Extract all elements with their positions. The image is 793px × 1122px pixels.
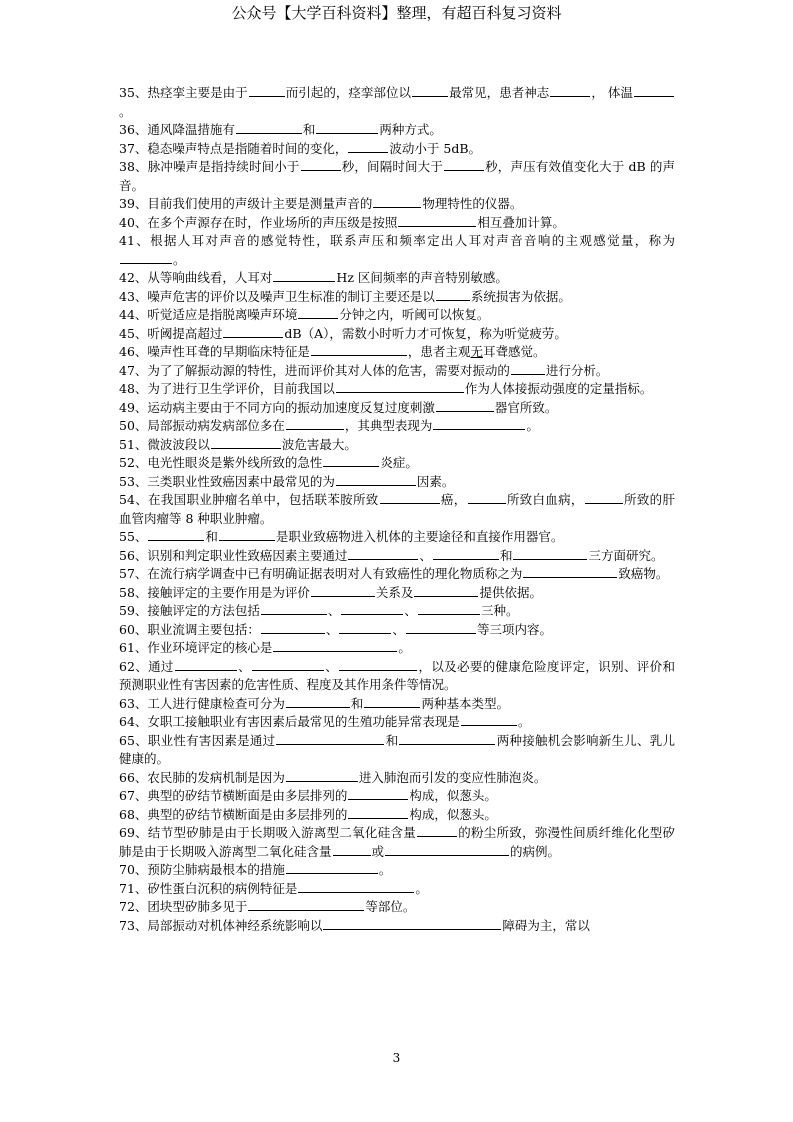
question-text: 70、预防尘肺病最根本的措施 [119,862,285,877]
page-header: 公众号【大学百科资料】整理，有超百科复习资料 [231,4,562,22]
answer-blank [550,84,590,97]
question-text: 57、在流行病学调查中已有明确证据表明对人有致癌性的理化物质称之为 [119,566,523,581]
answer-blank [311,343,407,356]
answer-blank [261,621,325,634]
answer-blank [286,861,378,874]
question-text: ，以及必要的健康危险度评定，识别、评价和预测职业性有害因素的危害性质、程度及其作用条件等情况。 [119,658,675,692]
question-41 [119,232,675,269]
question-62 [119,658,675,695]
question-text: 物理特性的仪器。 [422,196,523,211]
question-67 [119,787,675,806]
answer-blank [316,121,378,134]
question-56 [119,547,675,566]
question-text: 43、噪声危害的评价以及噪声卫生标准的制订主要还是以 [119,288,435,304]
question-text: 而引起的，痉挛部位以 [285,85,412,100]
answer-blank [298,306,338,319]
answer-blank [373,195,421,208]
question-text: 54、在我国职业肿瘤名单中，包括联苯胺所致 [119,492,379,507]
question-text: 、 [419,547,432,563]
question-text: 和 [350,695,364,711]
answer-blank [634,84,674,97]
question-text: 69、结节型矽肺是由于长期吸入游离型二氧化硅含量 [119,825,416,840]
question-text: 44、听觉适应是指脱离噪声环境 [119,307,298,322]
answer-blank [336,380,464,393]
question-72 [119,898,675,917]
question-40 [119,214,675,233]
question-59 [119,602,675,621]
question-text: 49、运动病主要由于不同方向的振动加速度反复过度刺激 [119,399,435,415]
question-text: 。 [378,862,392,877]
question-38 [119,158,675,195]
question-54 [119,491,675,528]
answer-blank [364,695,420,708]
question-text: ，其典型表现为 [344,418,433,433]
question-text: 的病例。 [510,843,561,859]
question-58 [119,584,675,603]
question-text: 提供依据。 [479,584,542,600]
answer-blank [286,695,350,708]
question-text: 波危害最大。 [281,436,357,452]
question-52 [119,454,675,473]
answer-blank [348,787,408,800]
question-48 [119,380,675,399]
question-66 [119,769,675,788]
question-39 [119,195,675,214]
question-text: 最常见，患者神志 [449,85,550,100]
answer-blank [433,417,525,430]
question-text: 所致的肝血管肉瘤等 8 种职业肿瘤。 [119,492,675,526]
answer-blank [286,417,344,430]
answer-blank [273,639,397,652]
answer-blank [433,547,499,560]
answer-blank [339,658,417,671]
answer-blank [385,843,509,856]
question-69 [119,824,675,861]
question-text: 63、工人进行健康检查可分为 [119,695,285,711]
answer-blank [348,806,408,819]
question-text: 等三项内容。 [476,621,552,637]
question-44 [119,306,675,325]
question-text: 和 [205,529,218,544]
question-text: 60、职业流调主要包括： [119,621,260,637]
question-text: 41、根据人耳对声音的感觉特性，联系声压和频率定出人耳对声音音响的主观感觉量，称为 [119,233,675,248]
question-text: 。 [173,251,186,267]
question-text: 46、噪声性耳聋的早期临床特征是 [119,344,310,359]
answer-blank [175,658,237,671]
question-text: 致癌物。 [618,566,669,581]
answer-blank [436,399,494,412]
answer-blank [398,214,476,227]
question-65 [119,732,675,769]
answer-blank [417,824,457,837]
question-text: 、 [392,621,405,637]
question-text: 48、为了进行卫生学评价，目前我国以 [119,381,335,396]
answer-blank [412,84,448,97]
question-70 [119,861,675,880]
question-text: 、 [327,603,341,618]
answer-blank [468,491,506,504]
question-49 [119,399,675,418]
answer-blank [436,288,470,301]
question-43 [119,288,675,307]
question-text: 耳聋感觉。 [482,344,546,359]
answer-blank [223,325,283,338]
question-64 [119,713,675,732]
question-text: 构成，似葱头。 [409,788,497,803]
question-text: 两种接触机会影响新生儿、乳儿健康的。 [119,732,675,766]
question-text: 56、识别和判定职业性致癌因素主要通过 [119,547,348,563]
answer-blank [301,158,341,171]
answer-blank [380,491,440,504]
answer-blank [252,658,324,671]
question-text: 35、热痉挛主要是由于 [119,85,248,100]
question-text: ， 体温 [591,85,633,100]
answer-blank [399,732,495,745]
answer-blank [348,140,388,153]
question-text: 障碍为主，常以 [502,917,590,933]
question-text: 两种基本类型。 [421,695,509,711]
answer-blank [348,547,418,560]
question-73 [119,917,675,936]
answer-blank [248,898,364,911]
question-text: 71、矽性蛋白沉积的病例特征是 [119,880,298,896]
question-42 [119,269,675,288]
question-57 [119,565,675,584]
question-text: 等部位。 [365,899,416,914]
question-text: 的粉尘所致，弥漫性间质纤维化化型矽肺是由于长期吸入游离型二氧化硅含量 [119,825,675,859]
question-text: 秒，声压有效值变化大于 dB 的声音。 [119,159,675,193]
question-text: 、 [237,658,251,674]
question-61 [119,639,675,658]
question-text: 器官所致。 [494,399,558,415]
question-text: 67、典型的矽结节横断面是由多层排列的 [119,788,348,803]
question-53 [119,473,675,492]
question-text: 72、团块型矽肺多见于 [119,899,248,914]
answer-blank [219,528,275,541]
question-text: 关系及 [375,584,414,600]
question-text: 、 [404,603,417,618]
question-68 [119,806,675,825]
question-text: 三方面研究。 [588,547,664,563]
answer-blank [333,843,371,856]
question-text: 、 [324,658,339,674]
question-text: 52、电光性眼炎是紫外线所致的急性 [119,455,323,470]
question-50 [119,417,675,436]
page-number: 3 [392,1051,401,1065]
question-text: 是职业致癌物进入机体的主要途径和直接作用器官。 [275,529,564,544]
question-text: 。 [415,880,428,896]
question-text: 秒，间隔时间大于 [341,159,443,174]
answer-blank [323,917,501,930]
question-text: 相互叠加计算。 [477,214,565,230]
question-text: 和 [385,732,399,748]
answer-blank [414,584,478,597]
question-text: 42、从等响曲线看，人耳对 [119,270,273,285]
answer-blank [418,602,480,615]
answer-blank [236,121,302,134]
question-60 [119,621,675,640]
question-text: 无 [470,344,483,359]
answer-blank [444,158,484,171]
question-text: 所致白血病， [506,492,584,507]
question-text: 或 [371,843,385,859]
answer-blank [311,584,375,597]
question-text: 分钟之内，听阈可以恢复。 [339,307,490,322]
question-text: 。 [119,103,132,119]
answer-blank [276,732,384,745]
answer-blank [120,251,172,264]
question-text: 58、接触评定的主要作用是为评价 [119,584,310,600]
answer-blank [323,454,379,467]
question-text: 45、听阈提高超过 [119,325,223,341]
question-text: 51、微波波段以 [119,436,210,452]
question-63 [119,695,675,714]
question-list [119,84,675,935]
answer-blank [261,602,327,615]
answer-blank [523,565,617,578]
question-text: 和 [302,122,316,137]
question-text: 进入肺泡而引发的变应性肺泡炎。 [358,769,547,785]
question-35 [119,84,675,121]
answer-blank [406,621,476,634]
question-text: 38、脉冲噪声是指持续时间小于 [119,159,300,174]
question-text: 39、目前我们使用的声级计主要是测量声音的 [119,196,373,211]
answer-blank [339,621,391,634]
question-text: 47、为了了解振动源的特性，进而评价其对人体的危害，需要对振动的 [119,362,510,378]
question-text: 三种。 [480,603,519,618]
answer-blank [341,602,403,615]
answer-blank [148,528,204,541]
question-text: 50、局部振动病发病部位多在 [119,418,285,433]
question-text: 进行分析。 [545,362,609,378]
answer-blank [273,269,335,282]
question-text: 40、在多个声源存在时，作业场所的声压级是按照 [119,214,398,230]
question-37 [119,140,675,159]
answer-blank [286,769,358,782]
question-text: 65、职业性有害因素是通过 [119,732,276,748]
question-text: 55、 [119,529,148,544]
question-text: 系统损害为依据。 [470,288,571,304]
question-47 [119,362,675,381]
question-36 [119,121,675,140]
answer-blank [461,713,517,726]
question-text: 。 [526,418,539,433]
question-text: Hz 区间频率的声音特别敏感。 [336,270,508,285]
question-text: 。 [517,714,531,729]
question-text: ，患者主观 [407,344,471,359]
question-text: 73、局部振动对机体神经系统影响以 [119,917,323,933]
answer-blank [513,547,587,560]
question-text: 构成，似葱头。 [409,806,497,822]
answer-blank [511,362,545,375]
question-text: 和 [499,547,513,563]
question-text: 59、接触评定的方法包括 [119,603,260,618]
question-text: 两种方式。 [379,122,442,137]
question-text: 36、通风降温措施有 [119,122,235,137]
answer-blank [211,436,281,449]
question-text: 64、女职工接触职业有害因素后最常见的生殖功能异常表现是 [119,714,460,729]
answer-blank [336,473,416,486]
question-text: 37、稳态噪声特点是指随着时间的变化， [119,140,348,156]
question-text: 炎症。 [380,455,418,470]
answer-blank [249,84,285,97]
question-55 [119,528,675,547]
question-text: 66、农民肺的发病机制是因为 [119,769,285,785]
question-text: 波动小于 5dB。 [389,140,482,156]
answer-blank [298,880,414,893]
question-text: 作为人体接振动强度的定量指标。 [464,381,653,396]
question-text: 68、典型的矽结节横断面是由多层排列的 [119,806,348,822]
question-71 [119,880,675,899]
question-text: 癌， [440,492,467,507]
question-text: 因素。 [416,473,455,489]
question-46 [119,343,675,362]
question-text: 62、通过 [119,658,174,674]
question-51 [119,436,675,455]
answer-blank [585,491,623,504]
question-text: 61、作业环境评定的核心是 [119,640,273,655]
question-text: dB（A），需数小时听力才可恢复，称为听觉疲劳。 [284,325,567,341]
question-text: 、 [325,621,339,637]
question-text: 。 [398,640,411,655]
question-45 [119,325,675,344]
question-text: 53、三类职业性致癌因素中最常见的为 [119,473,335,489]
